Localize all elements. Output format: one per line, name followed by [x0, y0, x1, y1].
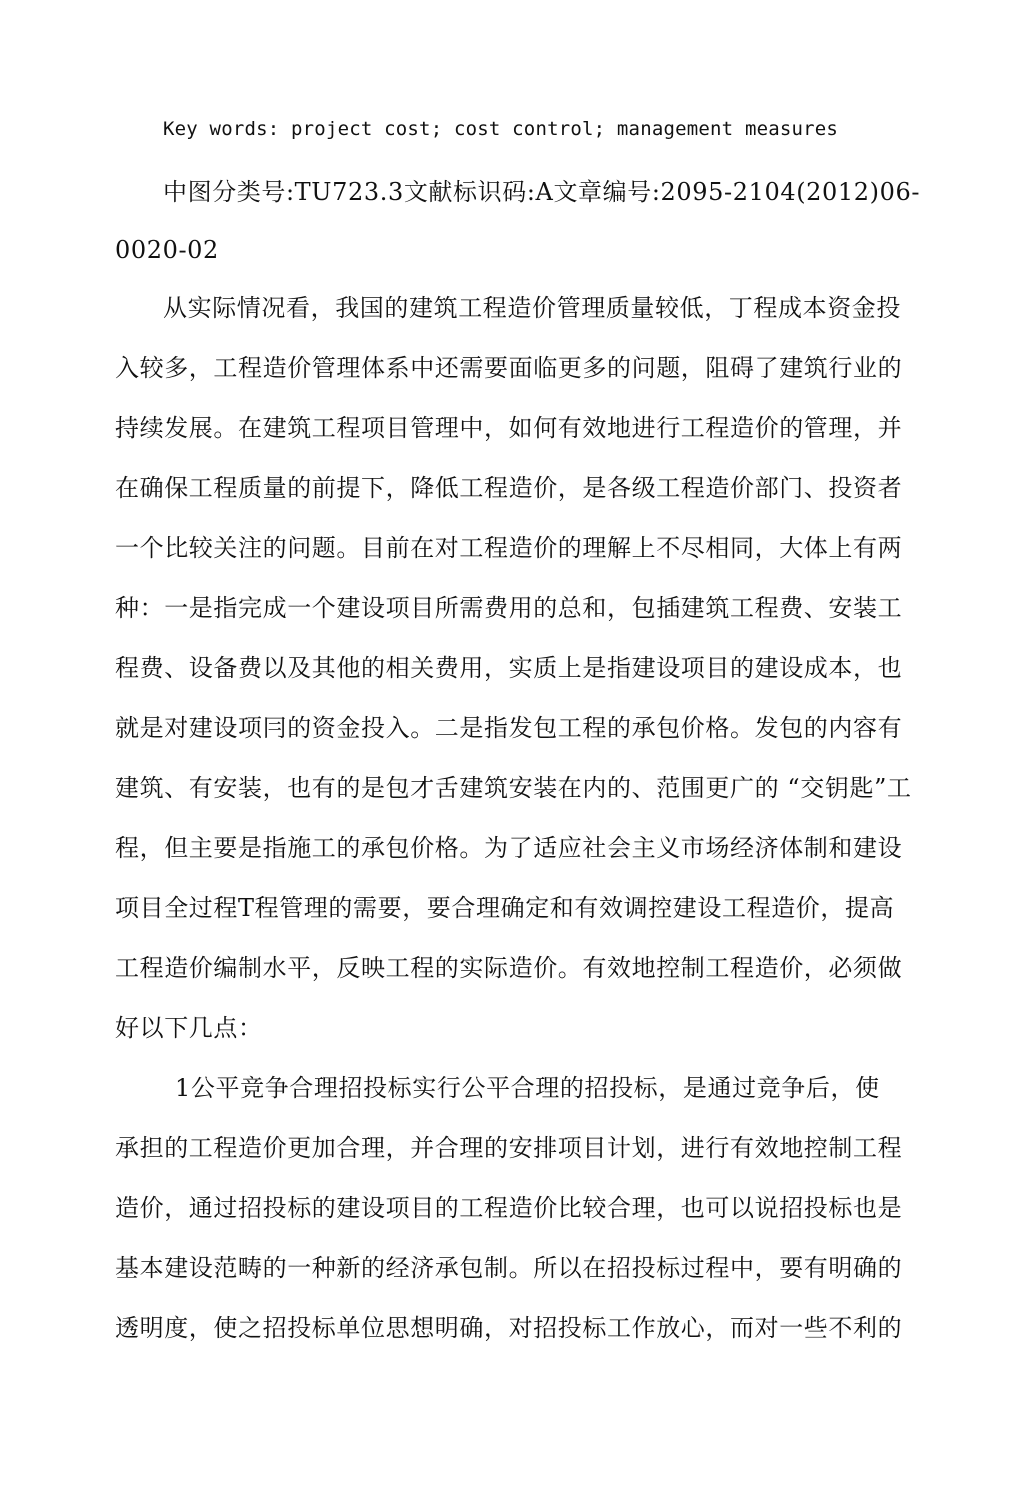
- paragraph-line: 程，但主要是指施工的承包价格。为了适应社会主义市场经济体制和建设: [115, 834, 903, 862]
- paragraph-line: 承担的工程造价更加合理，并合理的安排项目计划，进行有效地控制工程: [115, 1134, 903, 1162]
- paragraph-line: 从实际情况看，我国的建筑工程造价管理质量较低，丁程成本资金投: [163, 294, 901, 322]
- paragraph-line: 工程造价编制水平，反映工程的实际造价。有效地控制工程造价，必须做: [115, 954, 903, 982]
- paragraph-line: 造价，通过招投标的建设项目的工程造价比较合理，也可以说招投标也是: [115, 1194, 903, 1222]
- paragraph-line: 1公平竞争合理招投标实行公平合理的招投标，是通过竞争后，使: [175, 1074, 880, 1102]
- paragraph-line: 一个比较关注的问题。目前在对工程造价的理解上不尽相同，大体上有两: [115, 534, 903, 562]
- paragraph-line: 程费、设备费以及其他的相关费用，实质上是指建设项目的建设成本，也: [115, 654, 903, 682]
- classification-continued: 0020-02: [115, 236, 219, 264]
- paragraph-line: 就是对建设项冃的资金投入。二是指发包工程的承包价格。发包的内容有: [115, 714, 903, 742]
- paragraph-line: 建筑、有安装，也有的是包才舌建筑安装在内的、范围更广的 “交钥匙”工: [115, 774, 912, 802]
- classification-issue: 06-: [879, 178, 921, 206]
- paragraph-line: 入较多，工程造价管理体系中还需要面临更多的问题，阻碍了建筑行业的: [115, 354, 903, 382]
- paragraph-line: 透明度，使之招投标单位思想明确，对招投标工作放心，而对一些不利的: [115, 1314, 903, 1342]
- paragraph-line: 基本建设范畴的一种新的经济承包制。所以在招投标过程中，要有明确的: [115, 1254, 903, 1282]
- paragraph-line: 持续发展。在建筑工程项目管理中，如何有效地进行工程造价的管理，并: [115, 414, 903, 442]
- paragraph-line: 好以下几点：: [115, 1014, 263, 1042]
- classification-year: (2012): [796, 178, 880, 206]
- paragraph-line: 在确保工程质量的前提下，降低工程造价，是各级工程造价部门、投资者: [115, 474, 903, 502]
- classification-line: [163, 178, 921, 206]
- classification-number: 中图分类号:TU723.3文献标识码:A文章编号:2095-2104: [163, 178, 797, 206]
- english-keywords: Key words: project cost; cost control; management measures: [163, 118, 839, 140]
- paragraph-line: 种：一是指完成一个建设项目所需费用的总和，包插建筑工程费、安装工: [115, 594, 903, 622]
- paragraph-line: 项目全过程T程管理的需要，要合理确定和有效调控建设工程造价，提高: [115, 894, 895, 922]
